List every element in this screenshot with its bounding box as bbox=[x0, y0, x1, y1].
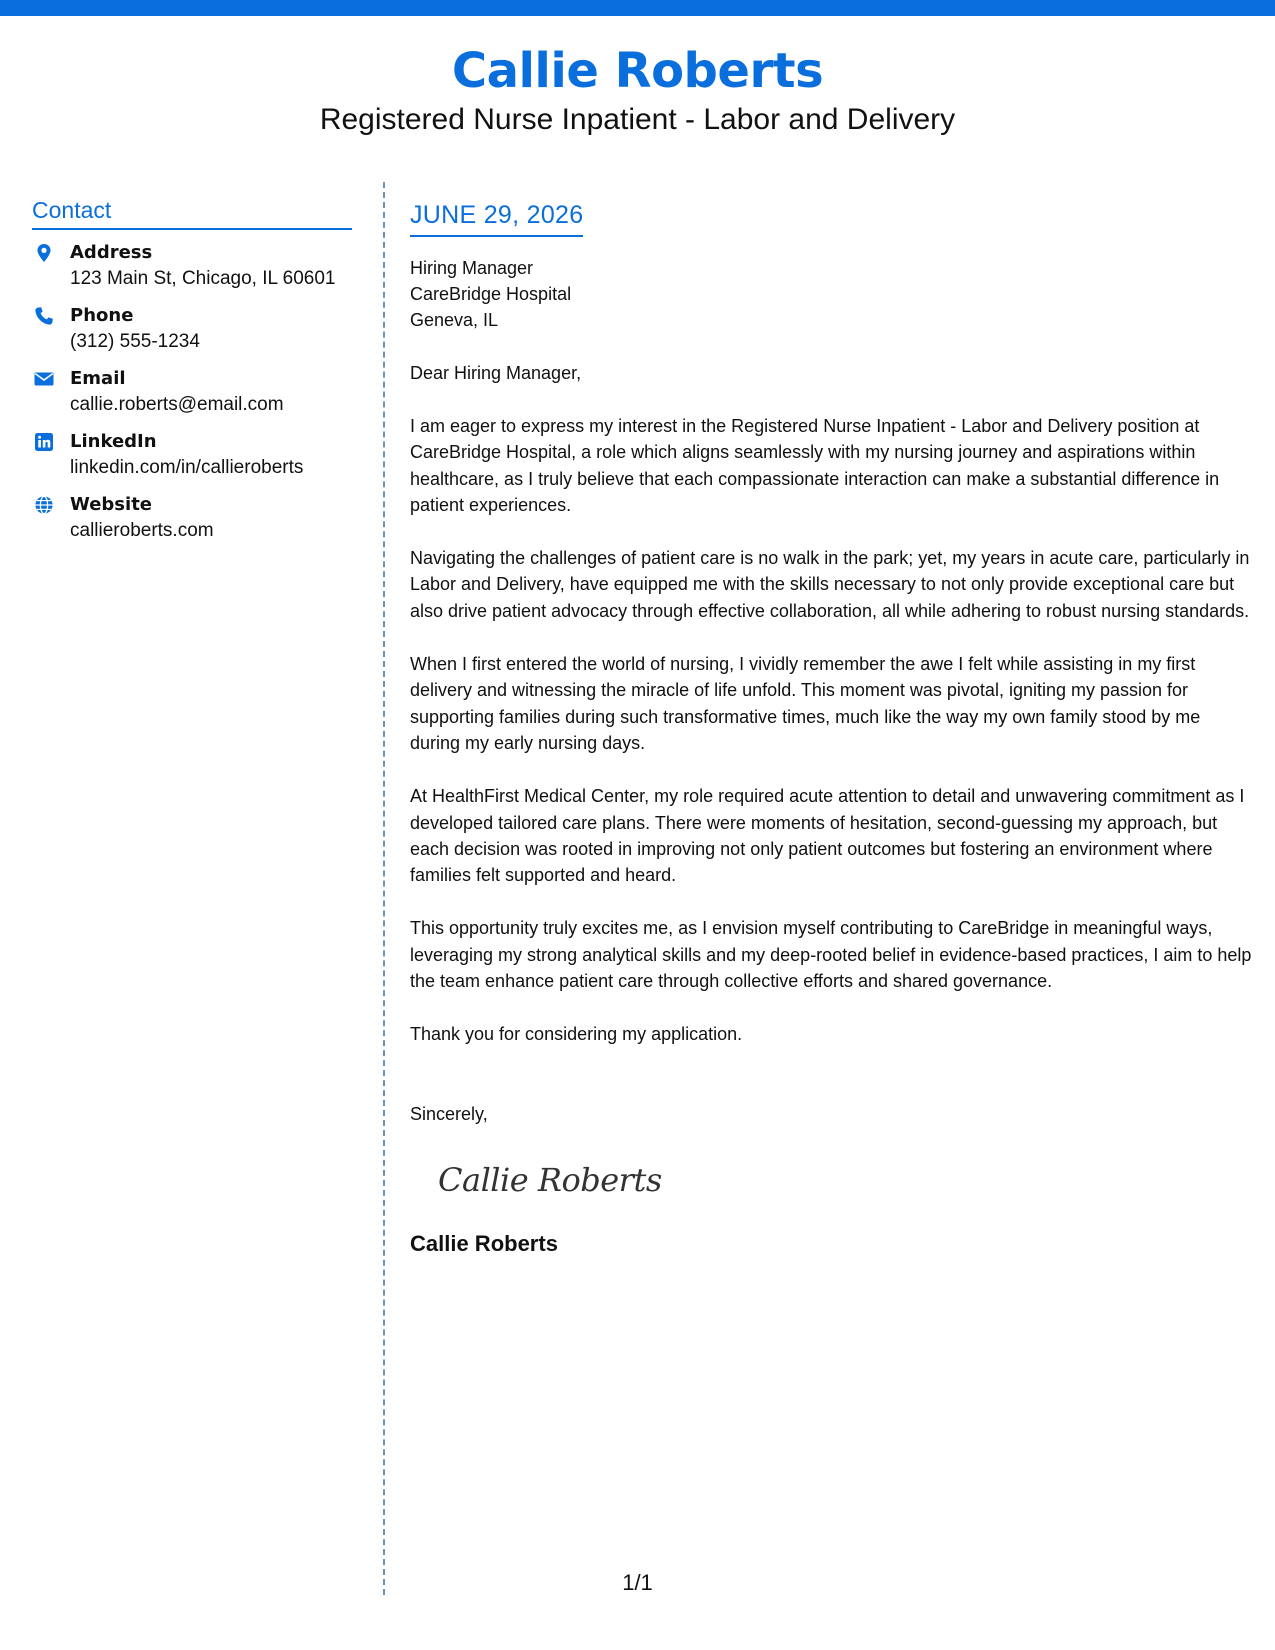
closing: Sincerely, bbox=[410, 1103, 488, 1124]
contact-item-phone bbox=[32, 303, 352, 354]
contact-item-website bbox=[32, 492, 352, 543]
signed-name: Callie Roberts bbox=[410, 1230, 558, 1256]
phone-label: Phone bbox=[70, 305, 134, 326]
phone-icon bbox=[34, 306, 54, 326]
letter-paragraph: This opportunity truly excites me, as I envision myself contributing to CareBridge in meaningful ways, leveraging my strong analytical skills and my deep-rooted belief in evidence-based practices, I aim to help the team enhance patient care through collective efforts and shared governance. bbox=[410, 918, 1252, 992]
handwritten-signature bbox=[434, 1155, 664, 1205]
letter-date: JUNE 29, 2026 bbox=[410, 199, 583, 237]
recipient-organization: CareBridge Hospital bbox=[410, 284, 572, 304]
letter-body bbox=[410, 199, 1255, 1258]
document-header bbox=[0, 40, 1275, 138]
applicant-name: Callie Roberts bbox=[451, 43, 824, 99]
linkedin-value: linkedin.com/in/callieroberts bbox=[70, 457, 304, 478]
letter-paragraph: Thank you for considering my application. bbox=[410, 1024, 743, 1045]
recipient-location: Geneva, IL bbox=[410, 310, 499, 330]
website-value: callieroberts.com bbox=[70, 520, 214, 541]
email-label: Email bbox=[70, 368, 126, 389]
phone-value: (312) 555-1234 bbox=[70, 331, 200, 352]
top-accent-bar bbox=[0, 0, 1275, 16]
globe-icon bbox=[34, 495, 54, 515]
contact-item-address bbox=[32, 240, 352, 291]
contact-item-email bbox=[32, 366, 352, 417]
address-label: Address bbox=[70, 242, 153, 263]
linkedin-label: LinkedIn bbox=[70, 431, 157, 452]
job-title: Registered Nurse Inpatient - Labor and Delivery bbox=[319, 103, 956, 136]
letter-paragraph: When I first entered the world of nursing, I vividly remember the awe I felt while assisting in my first delivery and witnessing the miracle of life unfold. This moment was pivotal, igniting my passion for supporting families during such transformative times, much like the way my own family stood by me during my early nursing days. bbox=[410, 654, 1201, 753]
contact-heading: Contact bbox=[32, 196, 352, 230]
letter-paragraph: I am eager to express my interest in the Registered Nurse Inpatient - Labor and Delivery position at CareBridge Hospital, a role which aligns seamlessly with my nursing journey and aspirations within healthcare, as I truly believe that each compassionate interaction can make a substantial difference in patient experiences. bbox=[410, 416, 1220, 515]
column-divider bbox=[383, 182, 385, 1595]
letter-paragraph: Navigating the challenges of patient care is no walk in the park; yet, my years in acute care, particularly in Labor and Delivery, have equipped me with the skills necessary to not only provide exceptional care but also drive patient advocacy through effective collaboration, all while adhering to robust nursing standards. bbox=[410, 548, 1250, 621]
recipient-title: Hiring Manager bbox=[410, 258, 534, 278]
address-value: 123 Main St, Chicago, IL 60601 bbox=[70, 268, 336, 289]
letter-paragraph: At HealthFirst Medical Center, my role required acute attention to detail and unwavering commitment as I developed tailored care plans. There were moments of hesitation, second-guessing my approach, but each decision was rooted in improving not only patient outcomes but fostering an environment where families felt supported and heard. bbox=[410, 786, 1245, 886]
email-value: callie.roberts@email.com bbox=[70, 394, 284, 415]
envelope-icon bbox=[34, 369, 54, 389]
contact-list bbox=[32, 240, 352, 543]
map-pin-icon bbox=[34, 243, 54, 263]
website-label: Website bbox=[70, 494, 153, 515]
svg-text:Callie Roberts: Callie Roberts bbox=[438, 1160, 662, 1199]
salutation: Dear Hiring Manager, bbox=[410, 363, 582, 383]
linkedin-icon bbox=[34, 432, 54, 452]
contact-item-linkedin bbox=[32, 429, 352, 480]
recipient-block bbox=[410, 255, 1255, 333]
page-number: 1/1 bbox=[622, 1570, 653, 1595]
contact-sidebar bbox=[32, 196, 352, 555]
